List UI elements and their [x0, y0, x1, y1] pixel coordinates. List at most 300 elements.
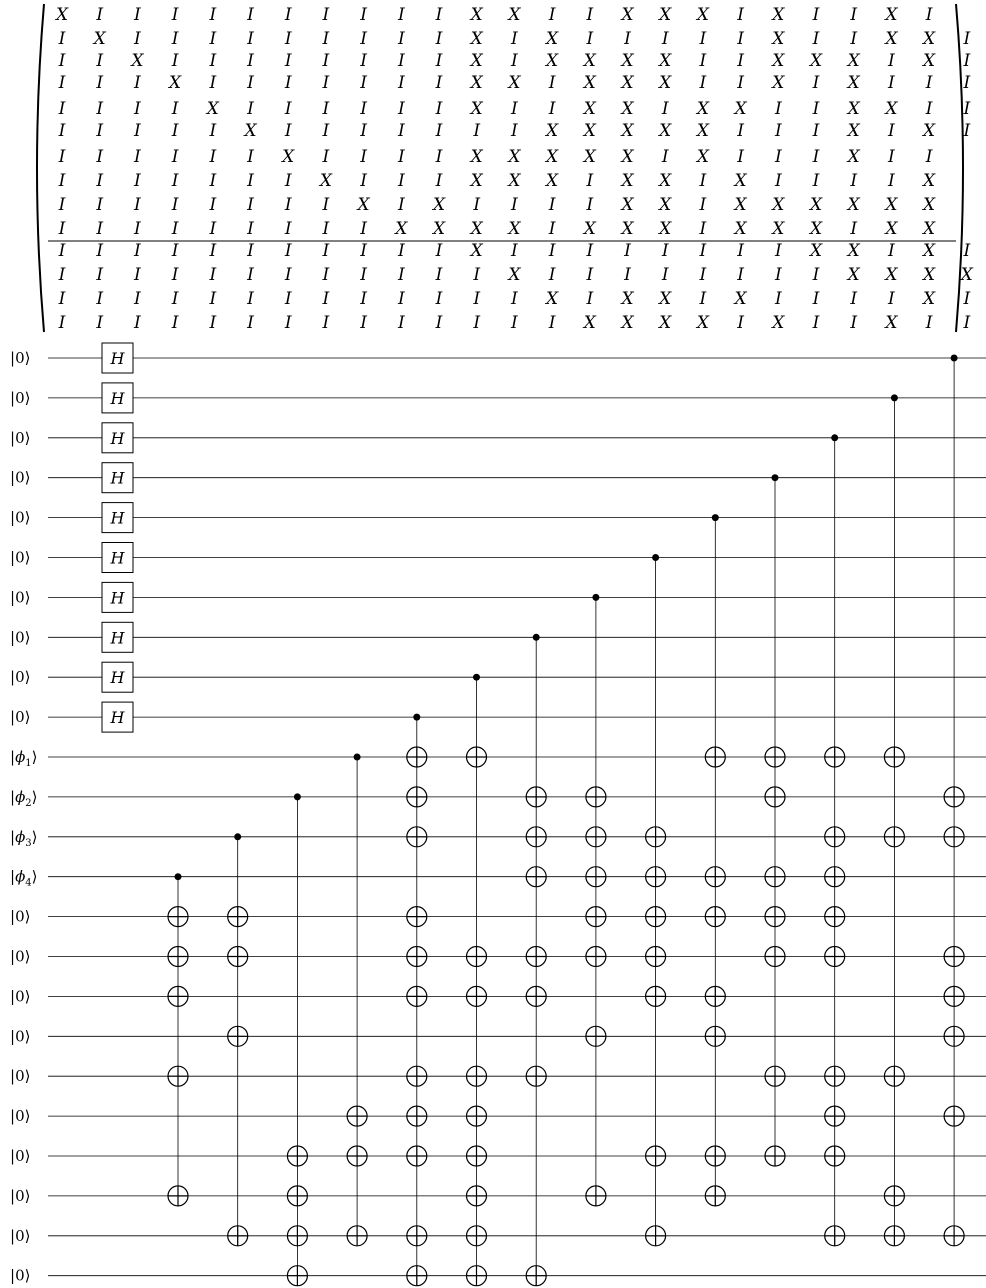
- circuit-wires: [48, 358, 986, 1276]
- target-oplus-w22: [228, 1226, 248, 1246]
- matrix-cell-r9-c20: X: [809, 219, 823, 239]
- matrix-cell-r2-c12: I: [511, 51, 518, 71]
- target-oplus-w15: [168, 947, 188, 967]
- target-oplus-w14: [586, 907, 606, 927]
- matrix-cell-r0-c11: X: [470, 5, 483, 25]
- matrix-cell-r10-c23: X: [923, 241, 936, 261]
- hadamard-label: H: [110, 668, 125, 688]
- matrix-cell-r2-c1: I: [96, 51, 104, 71]
- matrix-cell-r11-c16: I: [661, 265, 669, 285]
- matrix-cell-r3-c23: I: [925, 73, 933, 93]
- matrix-cell-r3-c21: X: [847, 73, 860, 93]
- matrix-cell-r9-c8: I: [360, 219, 367, 239]
- matrix-cell-r10-c0: I: [58, 241, 66, 261]
- matrix-cell-r12-c6: I: [284, 289, 292, 309]
- matrix-cell-r3-c8: I: [360, 73, 367, 93]
- matrix-cell-r8-c22: X: [885, 195, 898, 215]
- target-oplus-w18: [467, 1066, 487, 1086]
- matrix-cell-r2-c23: X: [923, 51, 936, 71]
- matrix-cell-r12-c7: I: [322, 289, 330, 309]
- control-dot: [652, 554, 659, 561]
- matrix-cell-r11-c8: I: [360, 265, 367, 285]
- matrix-cell-r5-c18: I: [737, 121, 744, 141]
- matrix-cell-r2-c19: X: [772, 51, 785, 71]
- matrix-cell-r0-c20: I: [812, 5, 820, 25]
- matrix-cell-r11-c19: I: [774, 265, 782, 285]
- target-oplus-w15: [467, 947, 487, 967]
- matrix-cell-r0-c21: I: [850, 5, 858, 25]
- target-oplus-w15: [586, 947, 606, 967]
- control-dot: [533, 634, 540, 641]
- matrix-cell-r7-c17: I: [699, 171, 707, 191]
- matrix-cell-r3-c18: I: [737, 73, 744, 93]
- matrix-cell-r10-c14: I: [586, 241, 594, 261]
- hadamard-gate-7: [102, 622, 133, 652]
- matrix-cell-r9-c3: I: [171, 219, 179, 239]
- matrix-cell-r4-c16: I: [661, 99, 669, 119]
- matrix-cell-r8-c14: I: [586, 195, 594, 215]
- target-oplus-w15: [765, 947, 785, 967]
- matrix-cell-r6-c15: X: [621, 147, 634, 167]
- control-dot: [891, 394, 898, 401]
- target-oplus-w20: [407, 1146, 427, 1166]
- matrix-cell-r3-c5: I: [247, 73, 254, 93]
- matrix-cell-r9-c13: I: [548, 219, 556, 239]
- control-dot: [413, 714, 420, 721]
- matrix-cell-r4-c19: I: [774, 99, 782, 119]
- target-oplus-w11: [526, 787, 546, 807]
- matrix-cell-r5-c19: I: [774, 121, 782, 141]
- hadamard-label: H: [110, 508, 125, 528]
- cnot-gate-12: [884, 394, 904, 1245]
- matrix-cell-r3-c19: X: [772, 73, 785, 93]
- matrix-cell-r0-c10: I: [435, 5, 443, 25]
- matrix-cell-r9-c1: I: [96, 219, 104, 239]
- matrix-cell-r10-c2: I: [134, 241, 141, 261]
- matrix-cell-r8-c13: I: [548, 195, 556, 215]
- target-oplus-w23: [526, 1266, 546, 1286]
- matrix-cell-r6-c18: I: [737, 147, 744, 167]
- matrix-cell-r5-c7: I: [322, 121, 330, 141]
- matrix-cell-r6-c16: I: [661, 147, 669, 167]
- matrix-cell-r3-c0: I: [58, 73, 66, 93]
- hadamard-label: H: [110, 708, 125, 728]
- matrix-cell-r9-c22: X: [885, 219, 898, 239]
- matrix-cell-r4-c23: I: [925, 99, 933, 119]
- hadamard-gate-5: [102, 543, 133, 573]
- target-oplus-w16: [526, 986, 546, 1006]
- matrix-cell-r13-c1: I: [96, 313, 104, 333]
- matrix-cell-r11-c7: I: [322, 265, 330, 285]
- control-dot: [592, 594, 599, 601]
- matrix-cell-r0-c0: X: [55, 5, 69, 25]
- matrix-cell-r5-c14: X: [583, 121, 596, 141]
- wire-label-13: $|\phi_4⟩$: [10, 867, 38, 889]
- matrix-cell-r6-c21: X: [847, 147, 860, 167]
- matrix-cell-r2-c22: I: [888, 51, 895, 71]
- matrix-cell-r13-c17: X: [696, 313, 709, 333]
- cnot-gate-10: [765, 474, 785, 1166]
- matrix-cell-r1-c22: X: [885, 29, 898, 49]
- matrix-cell-r1-c19: X: [772, 29, 785, 49]
- matrix-cell-r6-c9: I: [397, 147, 405, 167]
- target-oplus-w13: [646, 867, 666, 887]
- matrix-cell-r0-c18: I: [737, 5, 744, 25]
- matrix-cell-r8-c18: X: [734, 195, 747, 215]
- wire-label-5: |0⟩: [10, 548, 31, 567]
- matrix-cell-r9-c5: I: [247, 219, 254, 239]
- matrix-cell-r7-c14: I: [586, 171, 594, 191]
- target-oplus-w10: [825, 747, 845, 767]
- matrix-cell-r2-c18: I: [737, 51, 744, 71]
- matrix-cell-r5-c10: I: [435, 121, 443, 141]
- matrix-cell-r13-c20: I: [812, 313, 820, 333]
- matrix-cell-r2-c4: I: [209, 51, 217, 71]
- matrix-cell-r10-c10: I: [435, 241, 443, 261]
- matrix-cell-r5-c15: X: [621, 121, 634, 141]
- matrix-cell-r7-c16: X: [659, 171, 672, 191]
- target-oplus-w17: [228, 1026, 248, 1046]
- matrix-cell-r10-c12: I: [511, 241, 518, 261]
- wire-label-17: |0⟩: [10, 1027, 31, 1046]
- matrix-cell-r4-c7: I: [322, 99, 330, 119]
- matrix-cell-r7-c3: I: [171, 171, 179, 191]
- matrix-cell-r9-c6: I: [284, 219, 292, 239]
- matrix-cell-r4-c21: X: [847, 99, 860, 119]
- matrix-cell-r13-c5: I: [247, 313, 254, 333]
- matrix-cell-r12-c4: I: [209, 289, 217, 309]
- matrix-cell-r6-c0: I: [58, 147, 66, 167]
- matrix-cell-r9-c19: X: [772, 219, 785, 239]
- matrix-cell-r1-c24: I: [963, 29, 971, 49]
- target-oplus-w23: [407, 1266, 427, 1286]
- matrix-cell-r5-c13: X: [546, 121, 559, 141]
- matrix-cell-r11-c17: I: [699, 265, 707, 285]
- matrix-cell-r3-c6: I: [284, 73, 292, 93]
- target-oplus-w22: [407, 1226, 427, 1246]
- hadamard-label: H: [110, 628, 125, 648]
- matrix-cell-r5-c16: X: [659, 121, 672, 141]
- matrix-cell-r12-c16: X: [659, 289, 672, 309]
- matrix-cell-r3-c10: I: [435, 73, 443, 93]
- target-oplus-w10: [765, 747, 785, 767]
- matrix-cell-r7-c18: X: [734, 171, 747, 191]
- matrix-cell-r11-c15: I: [624, 265, 631, 285]
- target-oplus-w10: [407, 747, 427, 767]
- matrix-cell-r3-c7: I: [322, 73, 330, 93]
- hadamard-gate-1: [102, 383, 133, 413]
- hadamard-gate-0: [102, 343, 133, 373]
- matrix-cell-r11-c23: X: [923, 265, 936, 285]
- matrix-cell-r6-c8: I: [360, 147, 367, 167]
- matrix-cell-r2-c11: X: [470, 51, 483, 71]
- matrix-cell-r10-c13: I: [548, 241, 556, 261]
- matrix-cell-r4-c18: X: [734, 99, 747, 119]
- matrix-cell-r10-c6: I: [284, 241, 292, 261]
- matrix-cell-r10-c22: I: [888, 241, 895, 261]
- target-oplus-w22: [467, 1226, 487, 1246]
- matrix-cell-r0-c23: I: [925, 5, 933, 25]
- matrix-cell-r8-c5: I: [247, 195, 254, 215]
- matrix-cell-r7-c12: X: [508, 171, 521, 191]
- matrix-cell-r0-c16: X: [659, 5, 672, 25]
- matrix-cell-r10-c3: I: [171, 241, 179, 261]
- matrix-cell-r4-c6: I: [284, 99, 292, 119]
- matrix-cell-r9-c14: X: [583, 219, 596, 239]
- wire-label-7: |0⟩: [10, 628, 31, 647]
- wire-label-22: |0⟩: [10, 1226, 31, 1245]
- matrix-cell-r8-c8: X: [357, 195, 370, 215]
- matrix-cell-r8-c7: I: [322, 195, 330, 215]
- matrix-cell-r7-c4: I: [209, 171, 217, 191]
- matrix-cell-r0-c8: I: [360, 5, 367, 25]
- target-oplus-w17: [586, 1026, 606, 1046]
- matrix-cell-r13-c10: I: [435, 313, 443, 333]
- matrix-cell-r5-c24: I: [963, 121, 971, 141]
- wire-label-19: |0⟩: [10, 1107, 31, 1126]
- matrix-cell-r11-c13: I: [548, 265, 556, 285]
- matrix-cell-r3-c13: I: [548, 73, 556, 93]
- hadamard-label: H: [110, 548, 125, 568]
- target-oplus-w15: [407, 947, 427, 967]
- matrix-cell-r12-c22: I: [888, 289, 895, 309]
- matrix-cell-r12-c17: I: [699, 289, 707, 309]
- matrix-cell-r2-c10: I: [435, 51, 443, 71]
- control-dot: [473, 674, 480, 681]
- matrix-cell-r5-c3: I: [171, 121, 179, 141]
- hadamard-label: H: [110, 588, 125, 608]
- cnot-gate-11: [825, 434, 845, 1246]
- target-oplus-w14: [705, 907, 725, 927]
- matrix-cell-r12-c12: I: [511, 289, 518, 309]
- matrix-cell-r3-c16: X: [659, 73, 672, 93]
- matrix-cell-r0-c4: I: [209, 5, 217, 25]
- wire-label-3: |0⟩: [10, 468, 31, 487]
- matrix-cell-r11-c14: I: [586, 265, 594, 285]
- matrix-cell-r5-c12: I: [511, 121, 518, 141]
- matrix-cell-r4-c20: I: [812, 99, 820, 119]
- wire-label-9: |0⟩: [10, 708, 31, 727]
- target-oplus-w19: [467, 1106, 487, 1126]
- matrix-cell-r5-c1: I: [96, 121, 104, 141]
- matrix-cell-r3-c11: X: [470, 73, 483, 93]
- matrix-cell-r13-c11: I: [473, 313, 481, 333]
- target-oplus-w17: [944, 1026, 964, 1046]
- target-oplus-w12: [884, 827, 904, 847]
- matrix-cell-r13-c2: I: [134, 313, 141, 333]
- matrix-cell-r13-c22: X: [885, 313, 898, 333]
- target-oplus-w15: [944, 947, 964, 967]
- matrix-cell-r7-c11: X: [470, 171, 483, 191]
- matrix-cell-r11-c3: I: [171, 265, 179, 285]
- matrix-cell-r12-c15: X: [621, 289, 634, 309]
- matrix-cell-r1-c7: I: [322, 29, 330, 49]
- matrix-cell-r6-c12: X: [508, 147, 521, 167]
- matrix-cell-r4-c4: X: [206, 99, 219, 119]
- target-oplus-w22: [646, 1226, 666, 1246]
- matrix-cell-r2-c7: I: [322, 51, 330, 71]
- matrix-cell-r11-c4: I: [209, 265, 217, 285]
- matrix-cell-r8-c11: I: [473, 195, 481, 215]
- matrix-cell-r5-c9: I: [397, 121, 405, 141]
- cnot-gate-5: [467, 674, 487, 1286]
- hadamard-gate-3: [102, 463, 133, 493]
- matrix-cell-r0-c17: X: [696, 5, 709, 25]
- matrix-cell-r9-c15: X: [621, 219, 634, 239]
- matrix-cell-r4-c12: I: [511, 99, 518, 119]
- matrix-cell-r9-c9: X: [395, 219, 408, 239]
- target-oplus-w18: [765, 1066, 785, 1086]
- matrix-cell-r3-c15: X: [621, 73, 634, 93]
- matrix-cell-r7-c6: I: [284, 171, 292, 191]
- matrix-cell-r8-c3: I: [171, 195, 179, 215]
- hadamard-gate-4: [102, 503, 133, 533]
- target-oplus-w14: [765, 907, 785, 927]
- wire-label-2: |0⟩: [10, 428, 31, 447]
- matrix-cell-r11-c2: I: [134, 265, 141, 285]
- cnot-gate-4: [407, 714, 427, 1286]
- target-oplus-w18: [407, 1066, 427, 1086]
- matrix-cell-r2-c3: I: [171, 51, 179, 71]
- target-oplus-w13: [705, 867, 725, 887]
- matrix-cell-r12-c9: I: [397, 289, 405, 309]
- control-dot: [354, 754, 361, 761]
- matrix-cell-r5-c2: I: [134, 121, 141, 141]
- matrix-cell-r9-c4: I: [209, 219, 217, 239]
- target-oplus-w22: [944, 1226, 964, 1246]
- hadamard-gate-8: [102, 662, 133, 692]
- target-oplus-w12: [526, 827, 546, 847]
- cnot-gate-9: [705, 514, 725, 1206]
- matrix-cell-r13-c14: X: [583, 313, 596, 333]
- matrix-cell-r0-c15: X: [621, 5, 634, 25]
- matrix-cell-r4-c22: X: [885, 99, 898, 119]
- control-dot: [831, 434, 838, 441]
- matrix-cell-r9-c2: I: [134, 219, 141, 239]
- cnot-gate-3: [347, 754, 367, 1246]
- quantum-circuit: [10, 343, 986, 1286]
- cnot-gate-8: [646, 554, 666, 1246]
- matrix-cell-r0-c14: I: [586, 5, 594, 25]
- matrix-cell-r5-c0: I: [58, 121, 66, 141]
- matrix-cell-r3-c12: X: [508, 73, 521, 93]
- matrix-cell-r1-c16: I: [661, 29, 669, 49]
- matrix-cell-r10-c24: I: [963, 241, 971, 261]
- wire-label-21: |0⟩: [10, 1186, 31, 1205]
- matrix-cell-r4-c13: I: [548, 99, 556, 119]
- matrix-cell-r12-c24: I: [963, 289, 971, 309]
- matrix-cells: [54, 5, 974, 333]
- matrix-cell-r12-c18: X: [734, 289, 747, 309]
- matrix-cell-r13-c23: I: [925, 313, 933, 333]
- matrix-cell-r5-c20: I: [812, 121, 820, 141]
- target-oplus-w22: [884, 1226, 904, 1246]
- matrix-cell-r13-c9: I: [397, 313, 405, 333]
- target-oplus-w22: [287, 1226, 307, 1246]
- matrix-cell-r11-c20: I: [812, 265, 820, 285]
- matrix-cell-r2-c24: I: [963, 51, 971, 71]
- matrix-cell-r9-c23: X: [923, 219, 936, 239]
- matrix-cell-r10-c8: I: [360, 241, 367, 261]
- matrix-cell-r2-c2: X: [131, 51, 144, 71]
- matrix-cell-r8-c16: X: [659, 195, 672, 215]
- hadamard-label: H: [110, 468, 125, 488]
- target-oplus-w14: [825, 907, 845, 927]
- cnot-gate-7: [586, 594, 606, 1206]
- target-oplus-w13: [765, 867, 785, 887]
- matrix-cell-r4-c17: X: [696, 99, 709, 119]
- target-oplus-w15: [646, 947, 666, 967]
- matrix-cell-r1-c17: I: [699, 29, 707, 49]
- target-oplus-w16: [168, 986, 188, 1006]
- cnot-gate-6: [526, 634, 546, 1286]
- matrix-cell-r13-c21: I: [850, 313, 858, 333]
- matrix-cell-r8-c9: I: [397, 195, 405, 215]
- matrix-cell-r10-c16: I: [661, 241, 669, 261]
- matrix-cell-r13-c24: I: [963, 313, 971, 333]
- target-oplus-w23: [287, 1266, 307, 1286]
- matrix-cell-r3-c20: I: [812, 73, 820, 93]
- matrix-cell-r13-c4: I: [209, 313, 217, 333]
- matrix-cell-r9-c18: X: [734, 219, 747, 239]
- target-oplus-w20: [287, 1146, 307, 1166]
- target-oplus-w14: [646, 907, 666, 927]
- matrix-cell-r7-c8: I: [360, 171, 367, 191]
- matrix-cell-r8-c1: I: [96, 195, 104, 215]
- target-oplus-w14: [407, 907, 427, 927]
- matrix-cell-r0-c3: I: [171, 5, 179, 25]
- wire-label-14: |0⟩: [10, 907, 31, 926]
- matrix-cell-r10-c1: I: [96, 241, 104, 261]
- control-dot: [294, 793, 301, 800]
- matrix-cell-r2-c16: X: [659, 51, 672, 71]
- matrix-cell-r6-c17: X: [696, 147, 709, 167]
- matrix-cell-r1-c8: I: [360, 29, 367, 49]
- matrix-cell-r9-c11: X: [470, 219, 483, 239]
- matrix-cell-r4-c15: X: [621, 99, 634, 119]
- matrix-cell-r12-c14: I: [586, 289, 594, 309]
- control-dot: [951, 355, 958, 362]
- matrix-cell-r8-c0: I: [58, 195, 66, 215]
- matrix-cell-r1-c0: I: [58, 29, 66, 49]
- matrix-cell-r1-c10: I: [435, 29, 443, 49]
- wire-label-10: $|\phi_1⟩$: [10, 748, 38, 769]
- matrix-cell-r4-c9: I: [397, 99, 405, 119]
- matrix-cell-r12-c10: I: [435, 289, 443, 309]
- wire-label-12: $|\phi_3⟩$: [10, 827, 38, 849]
- matrix-cell-r1-c2: I: [134, 29, 141, 49]
- matrix-cell-r5-c22: I: [888, 121, 895, 141]
- matrix-cell-r3-c17: I: [699, 73, 707, 93]
- target-oplus-w21: [287, 1186, 307, 1206]
- stabilizer-matrix: [37, 4, 974, 333]
- matrix-cell-r8-c21: X: [847, 195, 860, 215]
- matrix-cell-r1-c5: I: [247, 29, 254, 49]
- matrix-cell-r6-c19: I: [774, 147, 782, 167]
- matrix-cell-r4-c24: I: [963, 99, 971, 119]
- matrix-cell-r6-c4: I: [209, 147, 217, 167]
- matrix-cell-r13-c15: X: [621, 313, 634, 333]
- matrix-cell-r8-c2: I: [134, 195, 141, 215]
- target-oplus-w16: [646, 986, 666, 1006]
- target-oplus-w16: [467, 986, 487, 1006]
- matrix-cell-r8-c23: X: [923, 195, 936, 215]
- matrix-cell-r7-c13: X: [546, 171, 559, 191]
- matrix-cell-r3-c22: I: [888, 73, 895, 93]
- matrix-cell-r11-c1: I: [96, 265, 104, 285]
- matrix-cell-r5-c21: X: [847, 121, 860, 141]
- matrix-cell-r10-c5: I: [247, 241, 254, 261]
